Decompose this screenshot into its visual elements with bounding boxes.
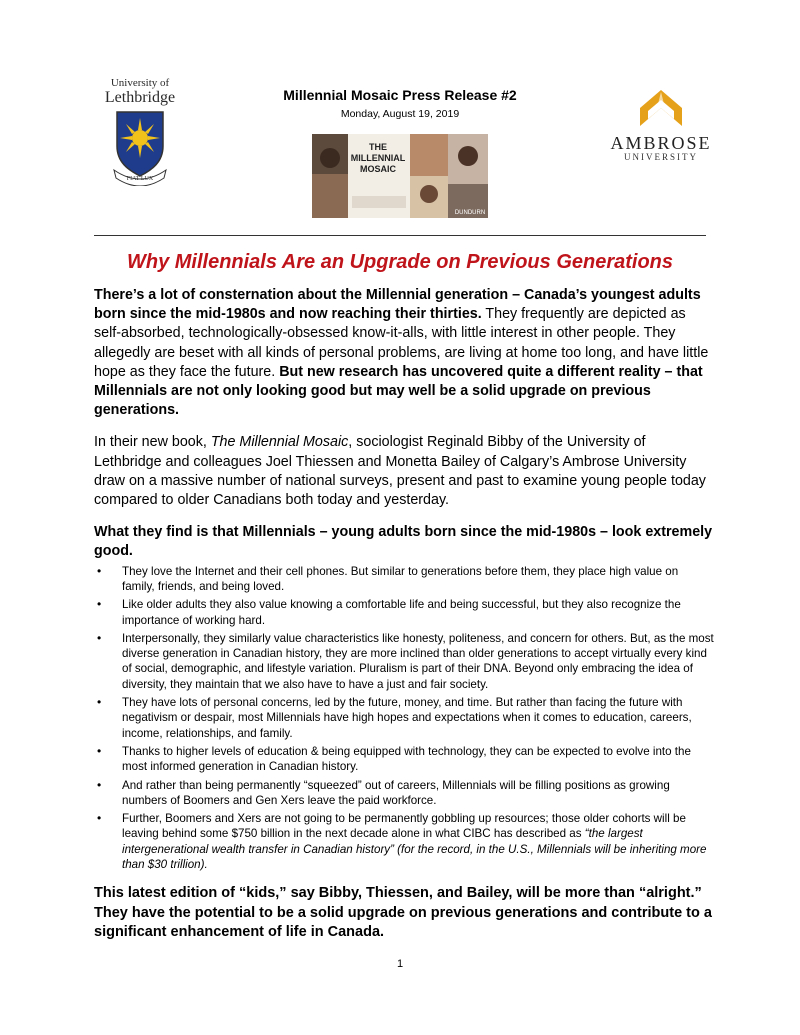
book-publisher: DUNDURN — [454, 210, 486, 216]
book-paragraph — [94, 433, 714, 510]
university-of-lethbridge-logo — [100, 78, 180, 186]
press-release-title: Millennial Mosaic Press Release #2 — [283, 87, 517, 103]
ambrose-logo-subtitle: UNIVERSITY — [624, 152, 698, 162]
book-paragraph-lead: In their new book, — [94, 434, 211, 451]
list-item: • They have lots of personal concerns, led by the future, money, and time. But rather than facing the future with negativism or despair, most Millennials have high hopes and expectations when it comes to education, careers, income, relationships, and family. — [122, 695, 714, 741]
ambrose-chevron-icon — [638, 88, 684, 128]
book-title-line3: MOSAIC — [360, 164, 396, 174]
list-item: • Like older adults they also value knowing a comfortable life and being successful, but they also recognize the importance of working hard. — [122, 597, 714, 628]
list-item: • Thanks to higher levels of education & being equipped with technology, they can be expected to evolve into the most informed generation in Canadian history. — [122, 744, 714, 775]
intro-bold-conclusion: But new research has uncovered quite a different reality – that Millennials are not only looking good but may well be a solid upgrade on previous generations. — [94, 363, 703, 419]
ambrose-logo-name: AMBROSE — [610, 133, 712, 153]
list-item: • And rather than being permanently “squeezed” out of careers, Millennials will be filling positions as growing numbers of Boomers and Gen Xers leave the paid workforce. — [122, 778, 714, 809]
ambrose-university-logo — [596, 88, 726, 163]
list-item — [122, 811, 714, 872]
book-title-line2: MILLENNIAL — [350, 153, 406, 163]
page-number: 1 — [396, 958, 404, 970]
intro-body-text: They frequently are depicted as self-absorbed, technologically-obsessed know-it-alls, with little interest in other people. They allegedly are beset with all kinds of personal problems, are living at home too long, and have little hope as they face the future. — [94, 306, 709, 380]
list-item: • Interpersonally, they similarly value characteristics like honesty, politeness, and concern for others. But, as the most diverse generation in Canadian history, they are more inclined than older generations to accept virtually every kind of social, demographic, and lifestyle variation. Pluralism is part of their DNA. Beyond only embracing the idea of diversity, they maintain that we also have to have a just and fair society. — [122, 631, 714, 692]
intro-paragraph — [94, 286, 714, 420]
book-title-italic: The Millennial Mosaic — [210, 434, 349, 451]
press-release-date: Monday, August 19, 2019 — [340, 108, 460, 120]
list-item: • They love the Internet and their cell phones. But similar to generations before them, they place high value on family, friends, and being loved. — [122, 564, 714, 595]
header-divider — [94, 235, 706, 236]
lethbridge-logo-line1: University of — [110, 77, 170, 89]
book-title-line1: THE — [369, 142, 387, 152]
svg-text:FIAT LUX: FIAT LUX — [126, 176, 154, 182]
headline: Why Millennials Are an Upgrade on Previous Generations — [126, 251, 674, 273]
book-paragraph-body: , sociologist Reginald Bibby of the University of Lethbridge and colleagues Joel Thiessen and Monetta Bailey of Calgary’s Ambrose University draw on a massive number of national surveys, present and past to examine young people today compared to older Canadians both today and yesterday. — [94, 434, 706, 509]
list-item-quote: “the largest intergenerational wealth transfer in Canadian history” (for the record, in the U.S., Millennials will be inheriting more than $30 trillion). — [122, 827, 707, 871]
lethbridge-shield-icon — [109, 108, 171, 186]
lethbridge-logo-line2: Lethbridge — [104, 89, 176, 106]
book-cover-collage-image — [312, 134, 488, 218]
intro-bold-lead: There’s a lot of consternation about the Millennial generation – Canada’s youngest adults born since the mid-1980s and now reaching their thirties. — [94, 287, 701, 323]
findings-list — [94, 564, 714, 873]
closing-paragraph: This latest edition of “kids,” say Bibby, Thiessen, and Bailey, will be more than “alright.” They have the potential to be a solid upgrade on previous generations and contribute to a significant enhancement of life in Canada. — [94, 885, 712, 941]
findings-heading: What they find is that Millennials – young adults born since the mid-1980s – look extremely good. — [94, 524, 713, 560]
list-item-text: Further, Boomers and Xers are not going to be permanently gobbling up resources; those older cohorts will be leaving behind some $750 billion in the next decade alone in what CIBC has described as — [122, 812, 686, 841]
article-body — [94, 286, 714, 943]
